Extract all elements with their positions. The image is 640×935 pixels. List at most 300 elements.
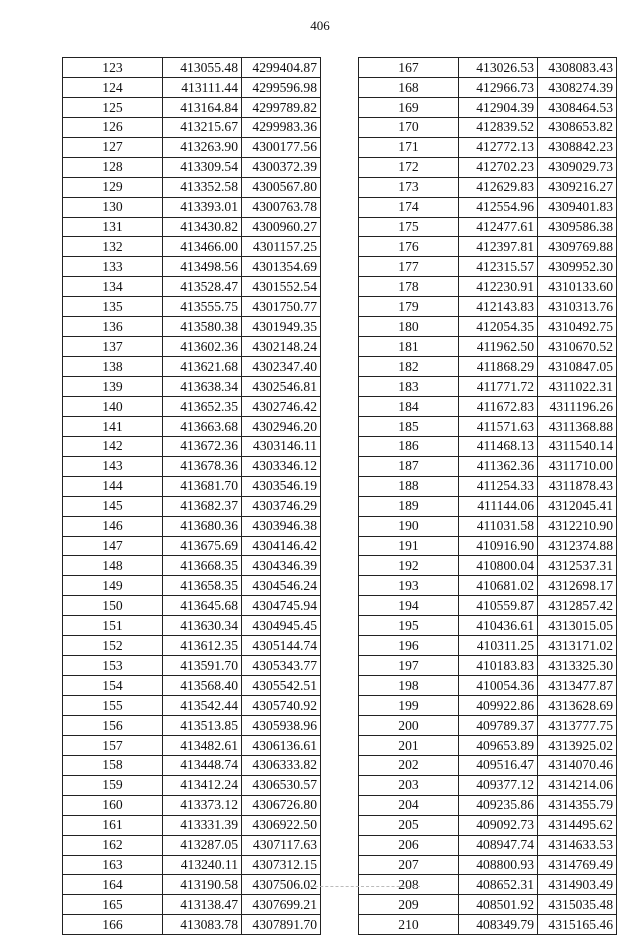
y-coordinate-cell: 4309769.88 xyxy=(538,237,617,257)
y-coordinate-cell: 4302546.81 xyxy=(242,377,321,397)
table-row xyxy=(63,636,321,656)
table-row xyxy=(359,616,617,636)
x-coordinate-cell: 413164.84 xyxy=(163,97,242,117)
x-coordinate-cell: 413621.68 xyxy=(163,357,242,377)
y-coordinate-cell: 4304745.94 xyxy=(242,596,321,616)
table-row xyxy=(359,855,617,875)
table-row xyxy=(63,396,321,416)
point-number-cell: 166 xyxy=(63,915,163,935)
x-coordinate-cell: 411362.36 xyxy=(459,456,538,476)
y-coordinate-cell: 4307699.21 xyxy=(242,895,321,915)
x-coordinate-cell: 411868.29 xyxy=(459,357,538,377)
table-row xyxy=(63,97,321,117)
x-coordinate-cell: 409922.86 xyxy=(459,696,538,716)
y-coordinate-cell: 4302946.20 xyxy=(242,416,321,436)
y-coordinate-cell: 4309401.83 xyxy=(538,197,617,217)
y-coordinate-cell: 4313325.30 xyxy=(538,656,617,676)
point-number-cell: 127 xyxy=(63,137,163,157)
x-coordinate-cell: 413138.47 xyxy=(163,895,242,915)
x-coordinate-cell: 413482.61 xyxy=(163,735,242,755)
x-coordinate-cell: 411031.58 xyxy=(459,516,538,536)
y-coordinate-cell: 4315035.48 xyxy=(538,895,617,915)
x-coordinate-cell: 413373.12 xyxy=(163,795,242,815)
point-number-cell: 131 xyxy=(63,217,163,237)
y-coordinate-cell: 4310133.60 xyxy=(538,277,617,297)
point-number-cell: 204 xyxy=(359,795,459,815)
x-coordinate-cell: 413331.39 xyxy=(163,815,242,835)
x-coordinate-cell: 413568.40 xyxy=(163,676,242,696)
table-row xyxy=(359,496,617,516)
point-number-cell: 129 xyxy=(63,177,163,197)
point-number-cell: 183 xyxy=(359,377,459,397)
point-number-cell: 207 xyxy=(359,855,459,875)
x-coordinate-cell: 413466.00 xyxy=(163,237,242,257)
y-coordinate-cell: 4303346.12 xyxy=(242,456,321,476)
table-row xyxy=(63,795,321,815)
point-number-cell: 178 xyxy=(359,277,459,297)
x-coordinate-cell: 413680.36 xyxy=(163,516,242,536)
y-coordinate-cell: 4313925.02 xyxy=(538,735,617,755)
table-row xyxy=(359,157,617,177)
x-coordinate-cell: 411672.83 xyxy=(459,396,538,416)
table-row xyxy=(63,875,321,895)
x-coordinate-cell: 413652.35 xyxy=(163,396,242,416)
y-coordinate-cell: 4314903.49 xyxy=(538,875,617,895)
x-coordinate-cell: 413055.48 xyxy=(163,58,242,78)
point-number-cell: 173 xyxy=(359,177,459,197)
y-coordinate-cell: 4313477.87 xyxy=(538,676,617,696)
point-number-cell: 134 xyxy=(63,277,163,297)
y-coordinate-cell: 4308083.43 xyxy=(538,58,617,78)
y-coordinate-cell: 4314355.79 xyxy=(538,795,617,815)
x-coordinate-cell: 411144.06 xyxy=(459,496,538,516)
x-coordinate-cell: 413645.68 xyxy=(163,596,242,616)
y-coordinate-cell: 4304945.45 xyxy=(242,616,321,636)
point-number-cell: 141 xyxy=(63,416,163,436)
point-number-cell: 188 xyxy=(359,476,459,496)
table-row xyxy=(359,476,617,496)
point-number-cell: 172 xyxy=(359,157,459,177)
y-coordinate-cell: 4310492.75 xyxy=(538,317,617,337)
table-row xyxy=(359,177,617,197)
x-coordinate-cell: 409092.73 xyxy=(459,815,538,835)
y-coordinate-cell: 4299789.82 xyxy=(242,97,321,117)
y-coordinate-cell: 4306922.50 xyxy=(242,815,321,835)
y-coordinate-cell: 4301949.35 xyxy=(242,317,321,337)
x-coordinate-cell: 412397.81 xyxy=(459,237,538,257)
x-coordinate-cell: 413668.35 xyxy=(163,556,242,576)
table-row xyxy=(63,456,321,476)
x-coordinate-cell: 413672.36 xyxy=(163,436,242,456)
y-coordinate-cell: 4303546.19 xyxy=(242,476,321,496)
table-row xyxy=(359,815,617,835)
y-coordinate-cell: 4301354.69 xyxy=(242,257,321,277)
point-number-cell: 138 xyxy=(63,357,163,377)
y-coordinate-cell: 4309029.73 xyxy=(538,157,617,177)
point-number-cell: 193 xyxy=(359,576,459,596)
y-coordinate-cell: 4306530.57 xyxy=(242,775,321,795)
point-number-cell: 145 xyxy=(63,496,163,516)
y-coordinate-cell: 4304546.24 xyxy=(242,576,321,596)
y-coordinate-cell: 4311710.00 xyxy=(538,456,617,476)
point-number-cell: 132 xyxy=(63,237,163,257)
x-coordinate-cell: 413083.78 xyxy=(163,915,242,935)
y-coordinate-cell: 4312374.88 xyxy=(538,536,617,556)
point-number-cell: 125 xyxy=(63,97,163,117)
point-number-cell: 123 xyxy=(63,58,163,78)
x-coordinate-cell: 410681.02 xyxy=(459,576,538,596)
point-number-cell: 177 xyxy=(359,257,459,277)
point-number-cell: 200 xyxy=(359,715,459,735)
y-coordinate-cell: 4314633.53 xyxy=(538,835,617,855)
x-coordinate-cell: 409653.89 xyxy=(459,735,538,755)
bottom-divider xyxy=(310,886,420,887)
table-row xyxy=(63,317,321,337)
table-row xyxy=(359,835,617,855)
x-coordinate-cell: 413591.70 xyxy=(163,656,242,676)
table-row xyxy=(359,795,617,815)
table-row xyxy=(63,58,321,78)
point-number-cell: 135 xyxy=(63,297,163,317)
point-number-cell: 209 xyxy=(359,895,459,915)
point-number-cell: 155 xyxy=(63,696,163,716)
table-row xyxy=(63,536,321,556)
y-coordinate-cell: 4308653.82 xyxy=(538,117,617,137)
table-row xyxy=(359,576,617,596)
point-number-cell: 159 xyxy=(63,775,163,795)
x-coordinate-cell: 413555.75 xyxy=(163,297,242,317)
point-number-cell: 158 xyxy=(63,755,163,775)
point-number-cell: 160 xyxy=(63,795,163,815)
point-number-cell: 176 xyxy=(359,237,459,257)
point-number-cell: 190 xyxy=(359,516,459,536)
y-coordinate-cell: 4312210.90 xyxy=(538,516,617,536)
table-row xyxy=(359,536,617,556)
x-coordinate-cell: 410559.87 xyxy=(459,596,538,616)
table-row xyxy=(359,696,617,716)
x-coordinate-cell: 413630.34 xyxy=(163,616,242,636)
table-row xyxy=(359,656,617,676)
x-coordinate-cell: 413498.56 xyxy=(163,257,242,277)
y-coordinate-cell: 4301750.77 xyxy=(242,297,321,317)
point-number-cell: 201 xyxy=(359,735,459,755)
table-row xyxy=(359,117,617,137)
table-row xyxy=(63,177,321,197)
point-number-cell: 186 xyxy=(359,436,459,456)
point-number-cell: 157 xyxy=(63,735,163,755)
y-coordinate-cell: 4300763.78 xyxy=(242,197,321,217)
x-coordinate-cell: 413681.70 xyxy=(163,476,242,496)
x-coordinate-cell: 413542.44 xyxy=(163,696,242,716)
point-number-cell: 206 xyxy=(359,835,459,855)
x-coordinate-cell: 413430.82 xyxy=(163,217,242,237)
table-row xyxy=(359,77,617,97)
y-coordinate-cell: 4300567.80 xyxy=(242,177,321,197)
x-coordinate-cell: 412772.13 xyxy=(459,137,538,157)
y-coordinate-cell: 4299596.98 xyxy=(242,77,321,97)
y-coordinate-cell: 4306333.82 xyxy=(242,755,321,775)
table-row xyxy=(359,97,617,117)
point-number-cell: 191 xyxy=(359,536,459,556)
table-row xyxy=(63,835,321,855)
point-number-cell: 156 xyxy=(63,715,163,735)
table-row xyxy=(359,377,617,397)
point-number-cell: 198 xyxy=(359,676,459,696)
table-row xyxy=(359,277,617,297)
y-coordinate-cell: 4300372.39 xyxy=(242,157,321,177)
y-coordinate-cell: 4313777.75 xyxy=(538,715,617,735)
point-number-cell: 154 xyxy=(63,676,163,696)
y-coordinate-cell: 4312045.41 xyxy=(538,496,617,516)
table-row xyxy=(359,197,617,217)
point-number-cell: 136 xyxy=(63,317,163,337)
point-number-cell: 148 xyxy=(63,556,163,576)
point-number-cell: 192 xyxy=(359,556,459,576)
point-number-cell: 143 xyxy=(63,456,163,476)
x-coordinate-cell: 409235.86 xyxy=(459,795,538,815)
table-row xyxy=(63,436,321,456)
table-row xyxy=(359,596,617,616)
point-number-cell: 171 xyxy=(359,137,459,157)
x-coordinate-cell: 411962.50 xyxy=(459,337,538,357)
point-number-cell: 151 xyxy=(63,616,163,636)
table-row xyxy=(63,377,321,397)
table-row xyxy=(359,396,617,416)
point-number-cell: 164 xyxy=(63,875,163,895)
x-coordinate-cell: 413240.11 xyxy=(163,855,242,875)
y-coordinate-cell: 4310313.76 xyxy=(538,297,617,317)
y-coordinate-cell: 4305938.96 xyxy=(242,715,321,735)
table-row xyxy=(359,715,617,735)
x-coordinate-cell: 413682.37 xyxy=(163,496,242,516)
table-row xyxy=(359,755,617,775)
y-coordinate-cell: 4309586.38 xyxy=(538,217,617,237)
table-row xyxy=(63,576,321,596)
y-coordinate-cell: 4308464.53 xyxy=(538,97,617,117)
x-coordinate-cell: 413287.05 xyxy=(163,835,242,855)
coordinates-table-right xyxy=(358,57,617,935)
x-coordinate-cell: 409516.47 xyxy=(459,755,538,775)
table-row xyxy=(63,416,321,436)
y-coordinate-cell: 4309216.27 xyxy=(538,177,617,197)
x-coordinate-cell: 412143.83 xyxy=(459,297,538,317)
point-number-cell: 208 xyxy=(359,875,459,895)
y-coordinate-cell: 4306136.61 xyxy=(242,735,321,755)
x-coordinate-cell: 413663.68 xyxy=(163,416,242,436)
point-number-cell: 179 xyxy=(359,297,459,317)
y-coordinate-cell: 4305343.77 xyxy=(242,656,321,676)
table-row xyxy=(359,516,617,536)
y-coordinate-cell: 4312698.17 xyxy=(538,576,617,596)
x-coordinate-cell: 410054.36 xyxy=(459,676,538,696)
y-coordinate-cell: 4313628.69 xyxy=(538,696,617,716)
y-coordinate-cell: 4307312.15 xyxy=(242,855,321,875)
x-coordinate-cell: 413309.54 xyxy=(163,157,242,177)
table-row xyxy=(63,297,321,317)
point-number-cell: 170 xyxy=(359,117,459,137)
point-number-cell: 142 xyxy=(63,436,163,456)
y-coordinate-cell: 4311022.31 xyxy=(538,377,617,397)
point-number-cell: 153 xyxy=(63,656,163,676)
x-coordinate-cell: 408652.31 xyxy=(459,875,538,895)
y-coordinate-cell: 4311368.88 xyxy=(538,416,617,436)
y-coordinate-cell: 4311540.14 xyxy=(538,436,617,456)
table-row xyxy=(63,496,321,516)
y-coordinate-cell: 4310847.05 xyxy=(538,357,617,377)
y-coordinate-cell: 4306726.80 xyxy=(242,795,321,815)
table-row xyxy=(63,556,321,576)
y-coordinate-cell: 4314495.62 xyxy=(538,815,617,835)
point-number-cell: 189 xyxy=(359,496,459,516)
table-row xyxy=(63,735,321,755)
x-coordinate-cell: 412702.23 xyxy=(459,157,538,177)
y-coordinate-cell: 4315165.46 xyxy=(538,915,617,935)
x-coordinate-cell: 413263.90 xyxy=(163,137,242,157)
table-row xyxy=(63,676,321,696)
point-number-cell: 199 xyxy=(359,696,459,716)
y-coordinate-cell: 4303946.38 xyxy=(242,516,321,536)
point-number-cell: 175 xyxy=(359,217,459,237)
y-coordinate-cell: 4305144.74 xyxy=(242,636,321,656)
table-row xyxy=(359,257,617,277)
table-row xyxy=(63,855,321,875)
table-row xyxy=(359,357,617,377)
table-row xyxy=(63,616,321,636)
y-coordinate-cell: 4305740.92 xyxy=(242,696,321,716)
table-row xyxy=(63,197,321,217)
page-number: 406 xyxy=(310,18,330,33)
point-number-cell: 168 xyxy=(359,77,459,97)
x-coordinate-cell: 413528.47 xyxy=(163,277,242,297)
x-coordinate-cell: 412554.96 xyxy=(459,197,538,217)
x-coordinate-cell: 413111.44 xyxy=(163,77,242,97)
coordinates-table-left xyxy=(62,57,321,935)
x-coordinate-cell: 410916.90 xyxy=(459,536,538,556)
x-coordinate-cell: 413448.74 xyxy=(163,755,242,775)
y-coordinate-cell: 4300177.56 xyxy=(242,137,321,157)
x-coordinate-cell: 413678.36 xyxy=(163,456,242,476)
table-row xyxy=(359,735,617,755)
point-number-cell: 167 xyxy=(359,58,459,78)
y-coordinate-cell: 4308274.39 xyxy=(538,77,617,97)
point-number-cell: 165 xyxy=(63,895,163,915)
x-coordinate-cell: 412477.61 xyxy=(459,217,538,237)
y-coordinate-cell: 4309952.30 xyxy=(538,257,617,277)
y-coordinate-cell: 4312537.31 xyxy=(538,556,617,576)
y-coordinate-cell: 4314214.06 xyxy=(538,775,617,795)
table-row xyxy=(63,755,321,775)
table-row xyxy=(63,237,321,257)
table-row xyxy=(359,775,617,795)
x-coordinate-cell: 413612.35 xyxy=(163,636,242,656)
y-coordinate-cell: 4314769.49 xyxy=(538,855,617,875)
point-number-cell: 150 xyxy=(63,596,163,616)
table-row xyxy=(63,217,321,237)
table-row xyxy=(359,317,617,337)
point-number-cell: 130 xyxy=(63,197,163,217)
point-number-cell: 169 xyxy=(359,97,459,117)
x-coordinate-cell: 412966.73 xyxy=(459,77,538,97)
point-number-cell: 187 xyxy=(359,456,459,476)
point-number-cell: 195 xyxy=(359,616,459,636)
point-number-cell: 163 xyxy=(63,855,163,875)
table-row xyxy=(63,656,321,676)
x-coordinate-cell: 408947.74 xyxy=(459,835,538,855)
x-coordinate-cell: 412054.35 xyxy=(459,317,538,337)
point-number-cell: 184 xyxy=(359,396,459,416)
x-coordinate-cell: 413658.35 xyxy=(163,576,242,596)
y-coordinate-cell: 4304146.42 xyxy=(242,536,321,556)
table-row xyxy=(359,875,617,895)
y-coordinate-cell: 4302148.24 xyxy=(242,337,321,357)
x-coordinate-cell: 413580.38 xyxy=(163,317,242,337)
table-row xyxy=(63,915,321,935)
table-row xyxy=(63,476,321,496)
y-coordinate-cell: 4307891.70 xyxy=(242,915,321,935)
point-number-cell: 126 xyxy=(63,117,163,137)
point-number-cell: 182 xyxy=(359,357,459,377)
table-row xyxy=(63,516,321,536)
table-row xyxy=(359,416,617,436)
x-coordinate-cell: 408349.79 xyxy=(459,915,538,935)
y-coordinate-cell: 4311878.43 xyxy=(538,476,617,496)
point-number-cell: 147 xyxy=(63,536,163,556)
point-number-cell: 161 xyxy=(63,815,163,835)
table-row xyxy=(359,456,617,476)
x-coordinate-cell: 410800.04 xyxy=(459,556,538,576)
y-coordinate-cell: 4302746.42 xyxy=(242,396,321,416)
table-row xyxy=(63,715,321,735)
point-number-cell: 133 xyxy=(63,257,163,277)
point-number-cell: 180 xyxy=(359,317,459,337)
x-coordinate-cell: 410436.61 xyxy=(459,616,538,636)
point-number-cell: 139 xyxy=(63,377,163,397)
y-coordinate-cell: 4299983.36 xyxy=(242,117,321,137)
table-row xyxy=(359,237,617,257)
point-number-cell: 196 xyxy=(359,636,459,656)
point-number-cell: 185 xyxy=(359,416,459,436)
table-row xyxy=(63,77,321,97)
point-number-cell: 202 xyxy=(359,755,459,775)
table-row xyxy=(63,277,321,297)
point-number-cell: 162 xyxy=(63,835,163,855)
table-row xyxy=(359,297,617,317)
table-row xyxy=(63,815,321,835)
table-row xyxy=(359,337,617,357)
y-coordinate-cell: 4313015.05 xyxy=(538,616,617,636)
y-coordinate-cell: 4307506.02 xyxy=(242,875,321,895)
x-coordinate-cell: 413215.67 xyxy=(163,117,242,137)
table-row xyxy=(63,117,321,137)
x-coordinate-cell: 413675.69 xyxy=(163,536,242,556)
y-coordinate-cell: 4307117.63 xyxy=(242,835,321,855)
point-number-cell: 194 xyxy=(359,596,459,616)
x-coordinate-cell: 413638.34 xyxy=(163,377,242,397)
y-coordinate-cell: 4301157.25 xyxy=(242,237,321,257)
table-row xyxy=(359,676,617,696)
x-coordinate-cell: 409377.12 xyxy=(459,775,538,795)
point-number-cell: 137 xyxy=(63,337,163,357)
table-row xyxy=(359,556,617,576)
point-number-cell: 146 xyxy=(63,516,163,536)
y-coordinate-cell: 4314070.46 xyxy=(538,755,617,775)
table-row xyxy=(359,436,617,456)
point-number-cell: 181 xyxy=(359,337,459,357)
table-row xyxy=(359,217,617,237)
point-number-cell: 197 xyxy=(359,656,459,676)
point-number-cell: 128 xyxy=(63,157,163,177)
x-coordinate-cell: 408501.92 xyxy=(459,895,538,915)
